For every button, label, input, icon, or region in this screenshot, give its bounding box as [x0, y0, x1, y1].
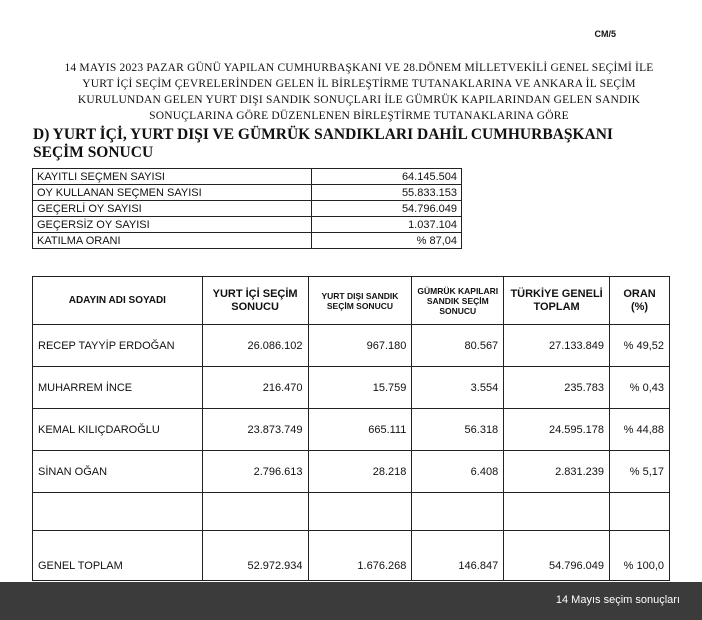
customs-votes: 146.847	[412, 531, 504, 581]
vote-ratio: % 44,88	[610, 409, 670, 451]
candidate-name: SİNAN OĞAN	[33, 451, 203, 493]
customs-votes: 6.408	[412, 451, 504, 493]
summary-row	[33, 233, 462, 249]
empty-cell	[33, 493, 203, 531]
summary-row	[33, 185, 462, 201]
customs-votes: 3.554	[412, 367, 504, 409]
header-abroad: YURT DIŞI SANDIK SEÇİM SONUCU	[308, 277, 412, 325]
summary-value: 55.833.153	[312, 185, 462, 201]
table-row	[33, 325, 670, 367]
grand-total-row	[33, 531, 670, 581]
header-candidate-name: ADAYIN ADI SOYADI	[33, 277, 203, 325]
section-title-line: SEÇİM SONUCU	[33, 144, 154, 161]
section-title-line: D) YURT İÇİ, YURT DIŞI VE GÜMRÜK SANDIKLARI DAHİL CUMHURBAŞKANI	[33, 126, 613, 143]
image-caption: 14 Mayıs seçim sonuçları	[555, 594, 680, 606]
header-customs: GÜMRÜK KAPILARI SANDIK SEÇİM SONUCU	[412, 277, 504, 325]
table-row	[33, 409, 670, 451]
abroad-votes: 665.111	[308, 409, 412, 451]
total-votes: 24.595.178	[504, 409, 610, 451]
summary-label: GEÇERLİ OY SAYISI	[33, 201, 312, 217]
vote-ratio: % 0,43	[610, 367, 670, 409]
total-votes: 2.831.239	[504, 451, 610, 493]
summary-value: 54.796.049	[312, 201, 462, 217]
header-total: TÜRKİYE GENELİ TOPLAM	[504, 277, 610, 325]
abroad-votes: 28.218	[308, 451, 412, 493]
abroad-votes: 1.676.268	[308, 531, 412, 581]
domestic-votes: 52.972.934	[202, 531, 308, 581]
summary-value: 1.037.104	[312, 217, 462, 233]
customs-votes: 56.318	[412, 409, 504, 451]
empty-row	[33, 493, 670, 531]
results-header-row	[33, 277, 670, 325]
summary-table	[32, 168, 462, 249]
domestic-votes: 23.873.749	[202, 409, 308, 451]
summary-value: % 87,04	[312, 233, 462, 249]
summary-label: GEÇERSİZ OY SAYISI	[33, 217, 312, 233]
total-votes: 235.783	[504, 367, 610, 409]
document-code: CM/5	[594, 29, 616, 39]
summary-label: KATILMA ORANI	[33, 233, 312, 249]
domestic-votes: 2.796.613	[202, 451, 308, 493]
customs-votes: 80.567	[412, 325, 504, 367]
section-title	[33, 126, 653, 162]
header-line: KURULUNDAN GELEN YURT DIŞI SANDIK SONUÇLARI İLE GÜMRÜK KAPILARINDAN GELEN SANDIK	[77, 94, 641, 106]
abroad-votes: 967.180	[308, 325, 412, 367]
total-votes: 27.133.849	[504, 325, 610, 367]
domestic-votes: 26.086.102	[202, 325, 308, 367]
summary-row	[33, 217, 462, 233]
header-line: 14 MAYIS 2023 PAZAR GÜNÜ YAPILAN CUMHURBAŞKANI VE 28.DÖNEM MİLLETVEKİLİ GENEL SEÇİMİ İLE	[64, 62, 654, 74]
candidate-name: KEMAL KILIÇDAROĞLU	[33, 409, 203, 451]
summary-value: 64.145.504	[312, 169, 462, 185]
results-table	[32, 276, 670, 581]
vote-ratio: % 100,0	[610, 531, 670, 581]
total-votes: 54.796.049	[504, 531, 610, 581]
summary-row	[33, 201, 462, 217]
grand-total-label: GENEL TOPLAM	[33, 531, 203, 581]
candidate-name: RECEP TAYYİP ERDOĞAN	[33, 325, 203, 367]
caption-bar	[0, 582, 702, 620]
abroad-votes: 15.759	[308, 367, 412, 409]
table-row	[33, 451, 670, 493]
empty-cell	[610, 493, 670, 531]
header-domestic: YURT İÇİ SEÇİM SONUCU	[202, 277, 308, 325]
vote-ratio: % 5,17	[610, 451, 670, 493]
summary-row	[33, 169, 462, 185]
header-line: YURT İÇİ SEÇİM ÇEVRELERİNDEN GELEN İL BİRLEŞTİRME TUTANAKLARINA VE ANKARA İL SEÇİM	[82, 78, 636, 90]
header-ratio: ORAN (%)	[610, 277, 670, 325]
summary-label: KAYITLI SEÇMEN SAYISI	[33, 169, 312, 185]
document-header	[30, 60, 688, 124]
empty-cell	[308, 493, 412, 531]
summary-label: OY KULLANAN SEÇMEN SAYISI	[33, 185, 312, 201]
vote-ratio: % 49,52	[610, 325, 670, 367]
table-row	[33, 367, 670, 409]
empty-cell	[412, 493, 504, 531]
empty-cell	[504, 493, 610, 531]
candidate-name: MUHARREM İNCE	[33, 367, 203, 409]
header-line: SONUÇLARINA GÖRE DÜZENLENEN BİRLEŞTİRME TUTANAKLARINA GÖRE	[149, 110, 569, 122]
domestic-votes: 216.470	[202, 367, 308, 409]
empty-cell	[202, 493, 308, 531]
